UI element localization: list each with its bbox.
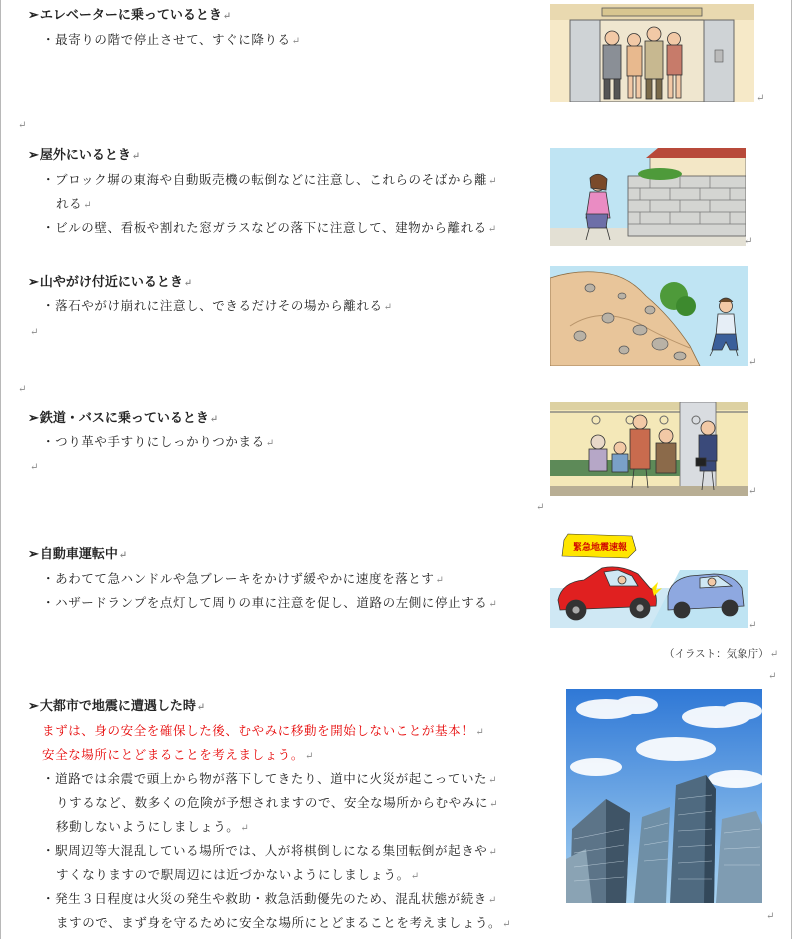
- bullet-city-1-cont-a: りするなど、数多くの危険が予想されますので、安全な場所からむやみに↵: [56, 795, 499, 810]
- return-mark-icon: ↵: [383, 302, 393, 313]
- return-mark-icon: ↵: [502, 919, 512, 930]
- heading-text: 鉄道・バスに乗っているとき: [39, 411, 209, 426]
- city-warning-line-2: 安全な場所にとどまることを考えましょう。↵: [42, 747, 314, 762]
- return-mark-icon: ↵: [488, 599, 498, 610]
- bullet-driving-1: ・あわてて急ハンドルや急ブレーキをかけず緩やかに速度を落とす↵: [42, 571, 445, 586]
- arrow-bullet-icon: ➢: [28, 699, 39, 714]
- bullet-city-2: ・駅周辺等大混乱している場所では、人が将棋倒しになる集団転倒が起きや↵: [42, 843, 498, 858]
- return-mark-icon: ↵: [118, 550, 128, 561]
- return-mark-icon: ↵: [488, 847, 498, 858]
- arrow-bullet-icon: ➢: [28, 8, 39, 23]
- heading-text: 屋外にいるとき: [39, 148, 131, 163]
- arrow-bullet-icon: ➢: [28, 547, 39, 562]
- car-sign-text: 緊急地震速報: [572, 543, 628, 553]
- heading-text: 山やがけ付近にいるとき: [39, 275, 183, 290]
- bullet-city-3-cont: ますので、まず身を守るために安全な場所にとどまることを考えましょう。↵: [56, 915, 512, 930]
- return-mark-icon: ↵: [435, 575, 445, 586]
- return-mark-icon: ↵: [488, 775, 498, 786]
- heading-text: 大都市で地震に遭遇した時: [39, 699, 196, 714]
- bullet-elevator-1: ・最寄りの階で停止させて、すぐに降りる↵: [42, 32, 301, 47]
- heading-text: 自動車運転中: [39, 547, 118, 562]
- return-mark-icon: ↵: [536, 502, 545, 513]
- heading-outdoors: [28, 148, 140, 165]
- illustration-train: [550, 402, 748, 496]
- heading-cliff: [28, 275, 192, 292]
- bullet-outdoors-1-cont: れる↵: [56, 196, 93, 211]
- return-mark-icon: ↵: [305, 751, 314, 762]
- bullet-outdoors-2: ・ビルの壁、看板や割れた窓ガラスなどの落下に注意して、建物から離れる↵: [42, 220, 497, 235]
- return-mark-icon: ↵: [768, 671, 777, 682]
- heading-elevator: [28, 8, 231, 25]
- return-mark-icon: ↵: [196, 702, 206, 713]
- illustration-driving: [550, 530, 748, 628]
- bullet-city-2-cont: すくなりますので駅周辺には近づかないようにしましょう。↵: [56, 867, 420, 882]
- illustration-credit: （イラスト：気象庁）↵: [664, 648, 779, 660]
- illustration-elevator: [550, 4, 754, 102]
- return-mark-icon: ↵: [489, 799, 499, 810]
- return-mark-icon: ↵: [83, 200, 93, 211]
- heading-text: エレベーターに乗っているとき: [39, 8, 222, 23]
- bullet-city-3: ・発生３日程度は火災の発生や救助・救急活動優先のため、混乱状態が続き↵: [42, 891, 497, 906]
- bullet-cliff-1: ・落石やがけ崩れに注意し、できるだけその場から離れる↵: [42, 298, 393, 313]
- return-mark-icon: ↵: [30, 327, 39, 338]
- illustration-block-wall: [550, 148, 746, 246]
- return-mark-icon: ↵: [748, 620, 757, 631]
- return-mark-icon: ↵: [410, 871, 420, 882]
- return-mark-icon: ↵: [131, 151, 141, 162]
- return-mark-icon: ↵: [209, 414, 219, 425]
- bullet-driving-2: ・ハザードランプを点灯して周りの車に注意を促し、道路の左側に停止する↵: [42, 595, 498, 610]
- return-mark-icon: ↵: [748, 357, 757, 368]
- return-mark-icon: ↵: [744, 236, 753, 247]
- illustration-city-buildings: [566, 689, 762, 903]
- return-mark-icon: ↵: [488, 176, 498, 187]
- page-left-edge: [0, 0, 1, 939]
- return-mark-icon: ↵: [18, 384, 27, 395]
- return-mark-icon: ↵: [265, 438, 275, 449]
- arrow-bullet-icon: ➢: [28, 148, 39, 163]
- return-mark-icon: ↵: [769, 649, 779, 660]
- page-right-edge: [791, 0, 792, 939]
- return-mark-icon: ↵: [222, 11, 232, 22]
- return-mark-icon: ↵: [766, 911, 775, 922]
- arrow-bullet-icon: ➢: [28, 411, 39, 426]
- return-mark-icon: ↵: [183, 278, 193, 289]
- return-mark-icon: ↵: [475, 727, 485, 738]
- heading-big-city: [28, 699, 205, 716]
- city-warning-line-1: まずは、身の安全を確保した後、むやみに移動を開始しないことが基本！↵: [42, 723, 485, 738]
- heading-train-bus: [28, 411, 218, 428]
- return-mark-icon: ↵: [487, 224, 497, 235]
- return-mark-icon: ↵: [756, 93, 765, 104]
- arrow-bullet-icon: ➢: [28, 275, 39, 290]
- bullet-city-1-cont-b: 移動しないようにしましょう。↵: [56, 819, 250, 834]
- bullet-city-1: ・道路では余震で頭上から物が落下してきたり、道中に火災が起こっていた↵: [42, 771, 498, 786]
- bullet-outdoors-1: ・ブロック塀の東海や自動販売機の転倒などに注意し、これらのそばから離↵: [42, 172, 498, 187]
- return-mark-icon: ↵: [240, 823, 250, 834]
- return-mark-icon: ↵: [748, 486, 757, 497]
- return-mark-icon: ↵: [18, 120, 27, 131]
- return-mark-icon: ↵: [291, 36, 301, 47]
- heading-driving: [28, 547, 127, 564]
- bullet-train-1: ・つり革や手すりにしっかりつかまる↵: [42, 434, 275, 449]
- illustration-rockfall: [550, 266, 748, 366]
- return-mark-icon: ↵: [487, 895, 497, 906]
- return-mark-icon: ↵: [30, 462, 39, 473]
